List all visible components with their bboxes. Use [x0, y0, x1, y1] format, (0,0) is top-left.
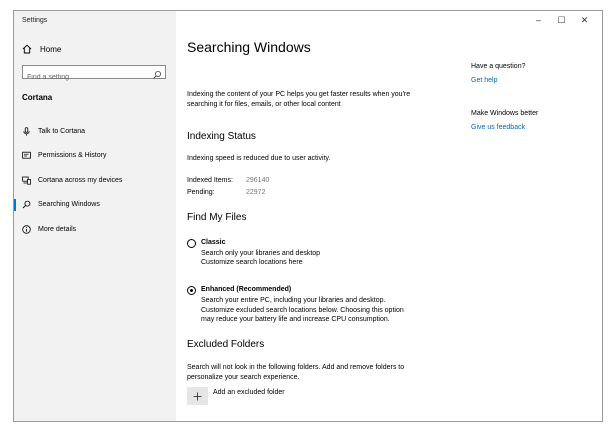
devices-icon: [22, 176, 31, 185]
enhanced-radio[interactable]: [187, 286, 196, 295]
indexing-status-text: Indexing speed is reduced due to user activity.: [187, 155, 331, 162]
classic-label[interactable]: Classic: [201, 239, 226, 246]
settings-window: [13, 10, 603, 422]
permissions-icon: [22, 151, 31, 160]
add-excluded-folder-button[interactable]: [187, 387, 208, 405]
enhanced-description-line1: Search your entire PC, including your libraries and desktop.: [201, 297, 386, 304]
sidebar-item-label: More details: [38, 225, 77, 233]
customize-locations-link[interactable]: Customize search locations here: [201, 259, 303, 266]
sidebar-item-label: Permissions & History: [38, 152, 107, 160]
home-label: Home: [40, 44, 62, 54]
info-icon: [22, 225, 31, 234]
plus-icon: [193, 392, 202, 401]
enhanced-label[interactable]: Enhanced (Recommended): [201, 286, 292, 293]
classic-description: Search only your libraries and desktop: [201, 250, 321, 257]
sidebar: [14, 11, 176, 421]
indexed-items-value: 296140: [246, 177, 270, 184]
excluded-folders-description-line2: personalize your search experience.: [187, 373, 300, 381]
classic-radio[interactable]: [187, 239, 196, 248]
search-icon: [22, 200, 31, 209]
search-icon[interactable]: [152, 67, 162, 77]
indexing-status-heading: Indexing Status: [187, 131, 256, 142]
excluded-folders-heading: Excluded Folders: [187, 339, 265, 350]
sidebar-item-permissions-history[interactable]: [14, 144, 176, 169]
sidebar-nav: [14, 119, 176, 242]
sidebar-item-talk-to-cortana[interactable]: [14, 119, 176, 144]
pending-value: 22972: [246, 189, 266, 196]
page-title: Searching Windows: [187, 39, 311, 55]
enhanced-description-line3: may reduce your battery life and increase CPU consumption.: [201, 316, 390, 323]
have-question-heading: Have a question?: [471, 63, 526, 70]
window-controls: [527, 14, 596, 26]
minimize-button[interactable]: –: [535, 15, 541, 25]
indexed-items-label: Indexed Items:: [187, 177, 233, 184]
sidebar-item-label: Cortana across my devices: [38, 176, 123, 184]
maximize-button[interactable]: ☐: [557, 14, 566, 25]
page-description: Indexing the content of your PC helps you get faster results when you're searching it for files, emails, or other local content: [187, 91, 411, 108]
find-setting-input[interactable]: [23, 72, 147, 84]
sidebar-item-more-details[interactable]: [14, 217, 176, 242]
find-setting-search-box[interactable]: [22, 65, 166, 79]
sidebar-item-label: Searching Windows: [38, 201, 100, 209]
give-feedback-link[interactable]: Give us feedback: [471, 124, 526, 131]
sidebar-section-title: Cortana: [22, 93, 53, 102]
get-help-link[interactable]: Get help: [471, 77, 498, 84]
home-nav-item[interactable]: [22, 44, 61, 54]
make-windows-better-heading: Make Windows better: [471, 110, 539, 117]
home-icon: [22, 44, 32, 54]
sidebar-item-label: Talk to Cortana: [38, 127, 86, 135]
find-my-files-heading: Find My Files: [187, 212, 247, 223]
sidebar-item-cortana-across-devices[interactable]: [14, 168, 176, 193]
close-button[interactable]: ✕: [580, 14, 589, 25]
sidebar-item-searching-windows[interactable]: [14, 193, 176, 218]
excluded-folders-description-line1: Search will not look in the following folders. Add and remove folders to: [187, 364, 405, 371]
pending-label: Pending:: [187, 189, 215, 196]
window-title: Settings: [22, 17, 48, 24]
add-excluded-folder-label[interactable]: Add an excluded folder: [213, 389, 285, 396]
main-content: [176, 11, 602, 421]
enhanced-description-line2: Customize excluded search locations below. Choosing this option: [201, 306, 404, 314]
microphone-icon: [22, 127, 31, 136]
